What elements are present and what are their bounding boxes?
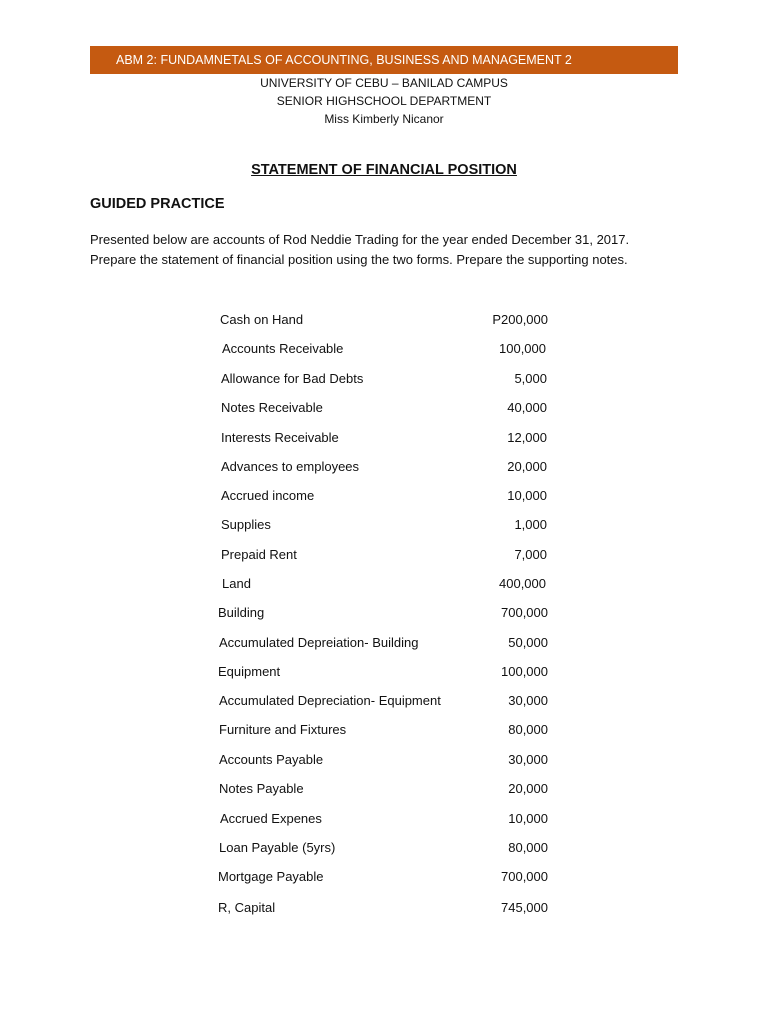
account-amount: 5,000 bbox=[514, 371, 547, 386]
account-name: Equipment bbox=[218, 664, 281, 679]
account-name: Allowance for Bad Debts bbox=[221, 371, 364, 386]
account-amount: 10,000 bbox=[508, 811, 548, 826]
account-name: Accumulated Depreciation- Equipment bbox=[219, 693, 441, 708]
account-amount: 20,000 bbox=[508, 781, 548, 796]
account-name: Accrued Expenes bbox=[220, 811, 322, 826]
account-amount: 1,000 bbox=[514, 517, 547, 532]
account-name: Advances to employees bbox=[221, 459, 360, 474]
account-amount: P200,000 bbox=[492, 312, 548, 327]
account-amount: 30,000 bbox=[508, 752, 548, 767]
account-amount: 10,000 bbox=[507, 488, 547, 503]
account-name: Notes Payable bbox=[219, 781, 304, 796]
account-amount: 50,000 bbox=[508, 635, 548, 650]
account-name: Accumulated Depreiation- Building bbox=[219, 635, 419, 650]
account-amount: 100,000 bbox=[501, 664, 548, 679]
account-amount: 700,000 bbox=[501, 869, 548, 884]
account-name: Mortgage Payable bbox=[218, 869, 324, 884]
account-name: R, Capital bbox=[218, 900, 276, 915]
account-name: Supplies bbox=[221, 517, 271, 532]
account-name: Cash on Hand bbox=[220, 312, 304, 327]
account-amount: 12,000 bbox=[507, 430, 547, 445]
account-amount: 30,000 bbox=[508, 693, 548, 708]
account-name: Accounts Receivable bbox=[222, 341, 344, 356]
instructions bbox=[90, 230, 690, 270]
account-name: Prepaid Rent bbox=[221, 547, 297, 562]
account-amount: 7,000 bbox=[514, 547, 547, 562]
account-amount: 80,000 bbox=[508, 722, 548, 737]
account-name: Accounts Payable bbox=[219, 752, 324, 767]
account-amount: 745,000 bbox=[501, 900, 548, 915]
account-amount: 100,000 bbox=[499, 341, 546, 356]
account-name: Building bbox=[218, 605, 265, 620]
account-name: Land bbox=[222, 576, 251, 591]
department-name: SENIOR HIGHSCHOOL DEPARTMENT bbox=[276, 94, 492, 108]
account-name: Accrued income bbox=[221, 488, 315, 503]
account-name: Loan Payable (5yrs) bbox=[219, 840, 336, 855]
account-name: Interests Receivable bbox=[221, 430, 339, 445]
school-name: UNIVERSITY OF CEBU – BANILAD CAMPUS bbox=[260, 76, 508, 90]
instructions-line-1: Presented below are accounts of Rod Neddie Trading for the year ended December 31, 2017. bbox=[90, 232, 630, 247]
account-amount: 80,000 bbox=[508, 840, 548, 855]
account-amount: 700,000 bbox=[501, 605, 548, 620]
instructions-line-2: Prepare the statement of financial position using the two forms. Prepare the supporting notes. bbox=[90, 252, 628, 267]
section-heading: GUIDED PRACTICE bbox=[90, 196, 225, 212]
account-name: Notes Receivable bbox=[221, 400, 323, 415]
account-amount: 400,000 bbox=[499, 576, 546, 591]
course-banner: ABM 2: FUNDAMNETALS OF ACCOUNTING, BUSINESS AND MANAGEMENT 2 bbox=[90, 46, 678, 74]
document-title: STATEMENT OF FINANCIAL POSITION bbox=[251, 162, 517, 178]
account-amount: 40,000 bbox=[507, 400, 547, 415]
account-name: Furniture and Fixtures bbox=[219, 722, 347, 737]
account-amount: 20,000 bbox=[507, 459, 547, 474]
teacher-name: Miss Kimberly Nicanor bbox=[324, 112, 444, 126]
